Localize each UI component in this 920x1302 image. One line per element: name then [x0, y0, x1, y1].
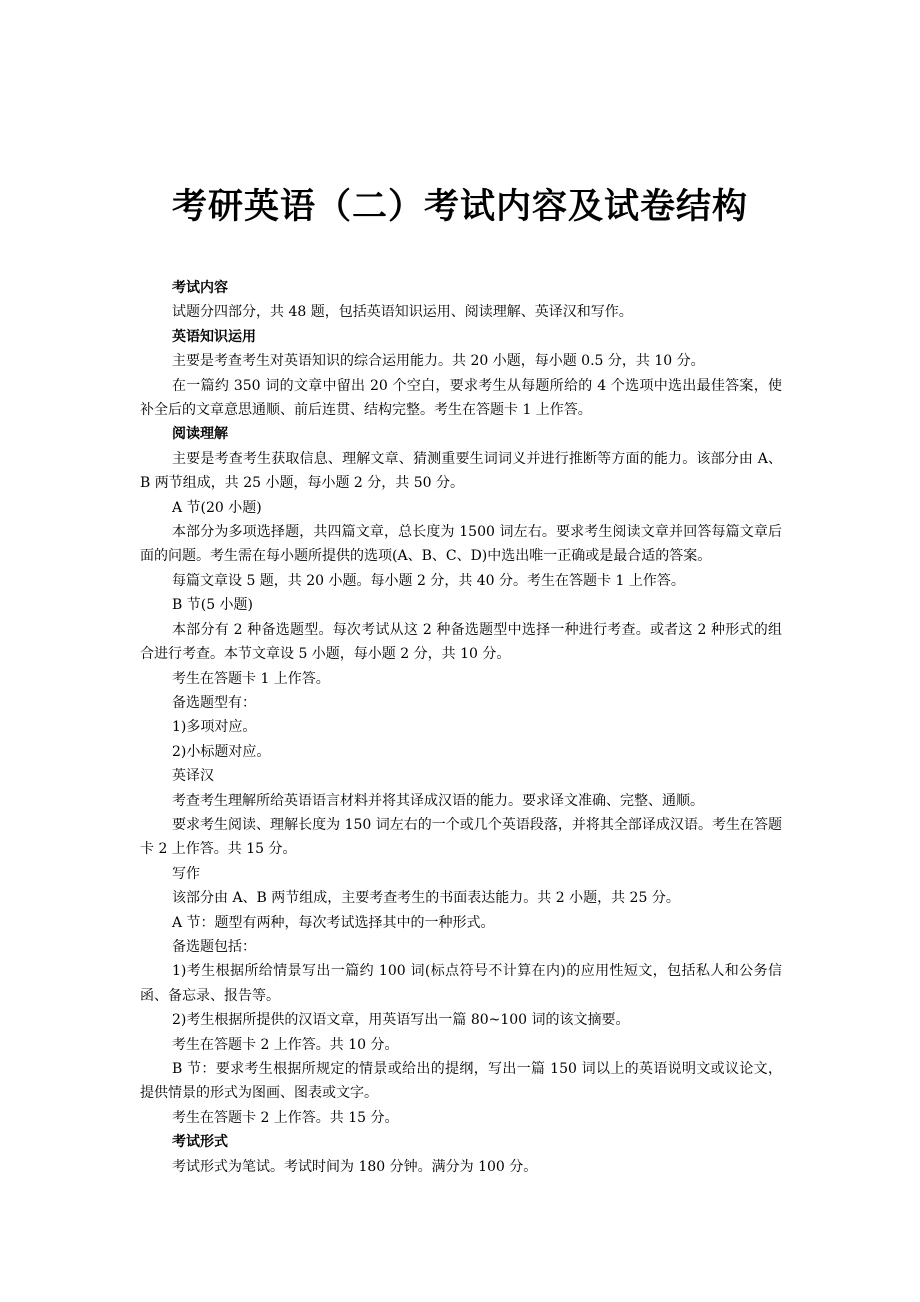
paragraph: 试题分四部分，共 48 题，包括英语知识运用、阅读理解、英译汉和写作。 [172, 304, 633, 321]
paragraph: A 节：题型有两种，每次考试选择其中的一种形式。 [172, 914, 495, 931]
paragraph: 备选题型有： [172, 694, 256, 711]
paragraph: 主要是考查考生对英语知识的综合运用能力。共 20 小题，每小题 0.5 分，共 10 分。 [172, 353, 705, 370]
paragraph: 考生在答题卡 2 上作答。共 15 分。 [172, 1109, 399, 1126]
paragraph: 考生在答题卡 1 上作答。 [172, 670, 330, 687]
paragraph: 本部分为多项选择题，共四篇文章，总长度为 1500 词左右。要求考生阅读文章并回答每篇文章后面的问题。考生需在每小题所提供的选项(A、B、C、D)中选出唯一正确或是最合适的答案。 [140, 524, 782, 565]
document-body [140, 276, 782, 1179]
paragraph: 要求考生阅读、理解长度为 150 词左右的一个或几个英语段落，并将其全部译成汉语。考生在答题卡 2 上作答。共 15 分。 [140, 816, 782, 858]
section-label: A 节(20 小题) [172, 499, 262, 516]
heading-reading: 阅读理解 [172, 426, 228, 443]
heading-english-knowledge: 英语知识运用 [172, 328, 256, 345]
list-item: 1)多项对应。 [172, 719, 257, 736]
paragraph: B 节：要求考生根据所规定的情景或给出的提纲，写出一篇 150 词以上的英语说明文或议论文，提供情景的形式为图画、图表或文字。 [140, 1061, 782, 1102]
section-label: B 节(5 小题) [172, 597, 254, 614]
section-label: 英译汉 [172, 768, 214, 785]
section-label: 写作 [172, 865, 200, 882]
list-item: 2)小标题对应。 [172, 743, 271, 760]
paragraph: 主要是考查考生获取信息、理解文章、猜测重要生词词义并进行推断等方面的能力。该部分由 A、B 两节组成，共 25 小题，每小题 2 分，共 50 分。 [140, 450, 782, 492]
list-item: 2)考生根据所提供的汉语文章，用英语写出一篇 80~100 词的该文摘要。 [172, 1012, 630, 1029]
heading-exam-format: 考试形式 [172, 1134, 228, 1151]
heading-exam-content: 考试内容 [172, 280, 228, 296]
paragraph: 每篇文章设 5 题，共 20 小题。每小题 2 分，共 40 分。考生在答题卡 1 上作答。 [172, 572, 685, 589]
paragraph: 在一篇约 350 词的文章中留出 20 个空白，要求考生从每题所给的 4 个选项中选出最佳答案，使补全后的文章意思通顺、前后连贯、结构完整。考生在答题卡 1 上作答。 [140, 377, 782, 419]
paragraph: 考试形式为笔试。考试时间为 180 分钟。满分为 100 分。 [172, 1158, 538, 1175]
paragraph: 该部分由 A、B 两节组成，主要考查考生的书面表达能力。共 2 小题，共 25 分。 [172, 890, 680, 907]
document-title: 考研英语（二）考试内容及试卷结构 [171, 187, 748, 227]
paragraph: 考查考生理解所给英语语言材料并将其译成汉语的能力。要求译文准确、完整、通顺。 [172, 792, 704, 809]
paragraph: 考生在答题卡 2 上作答。共 10 分。 [172, 1036, 399, 1053]
list-item: 1)考生根据所给情景写出一篇约 100 词(标点符号不计算在内)的应用性短文，包括私人和公务信函、备忘录、报告等。 [140, 963, 782, 1004]
paragraph: 本部分有 2 种备选题型。每次考试从这 2 种备选题型中选择一种进行考查。或者这 2 种形式的组合进行考查。本节文章设 5 小题，每小题 2 分，共 10 分。 [140, 621, 782, 663]
paragraph: 备选题包括： [172, 938, 256, 955]
